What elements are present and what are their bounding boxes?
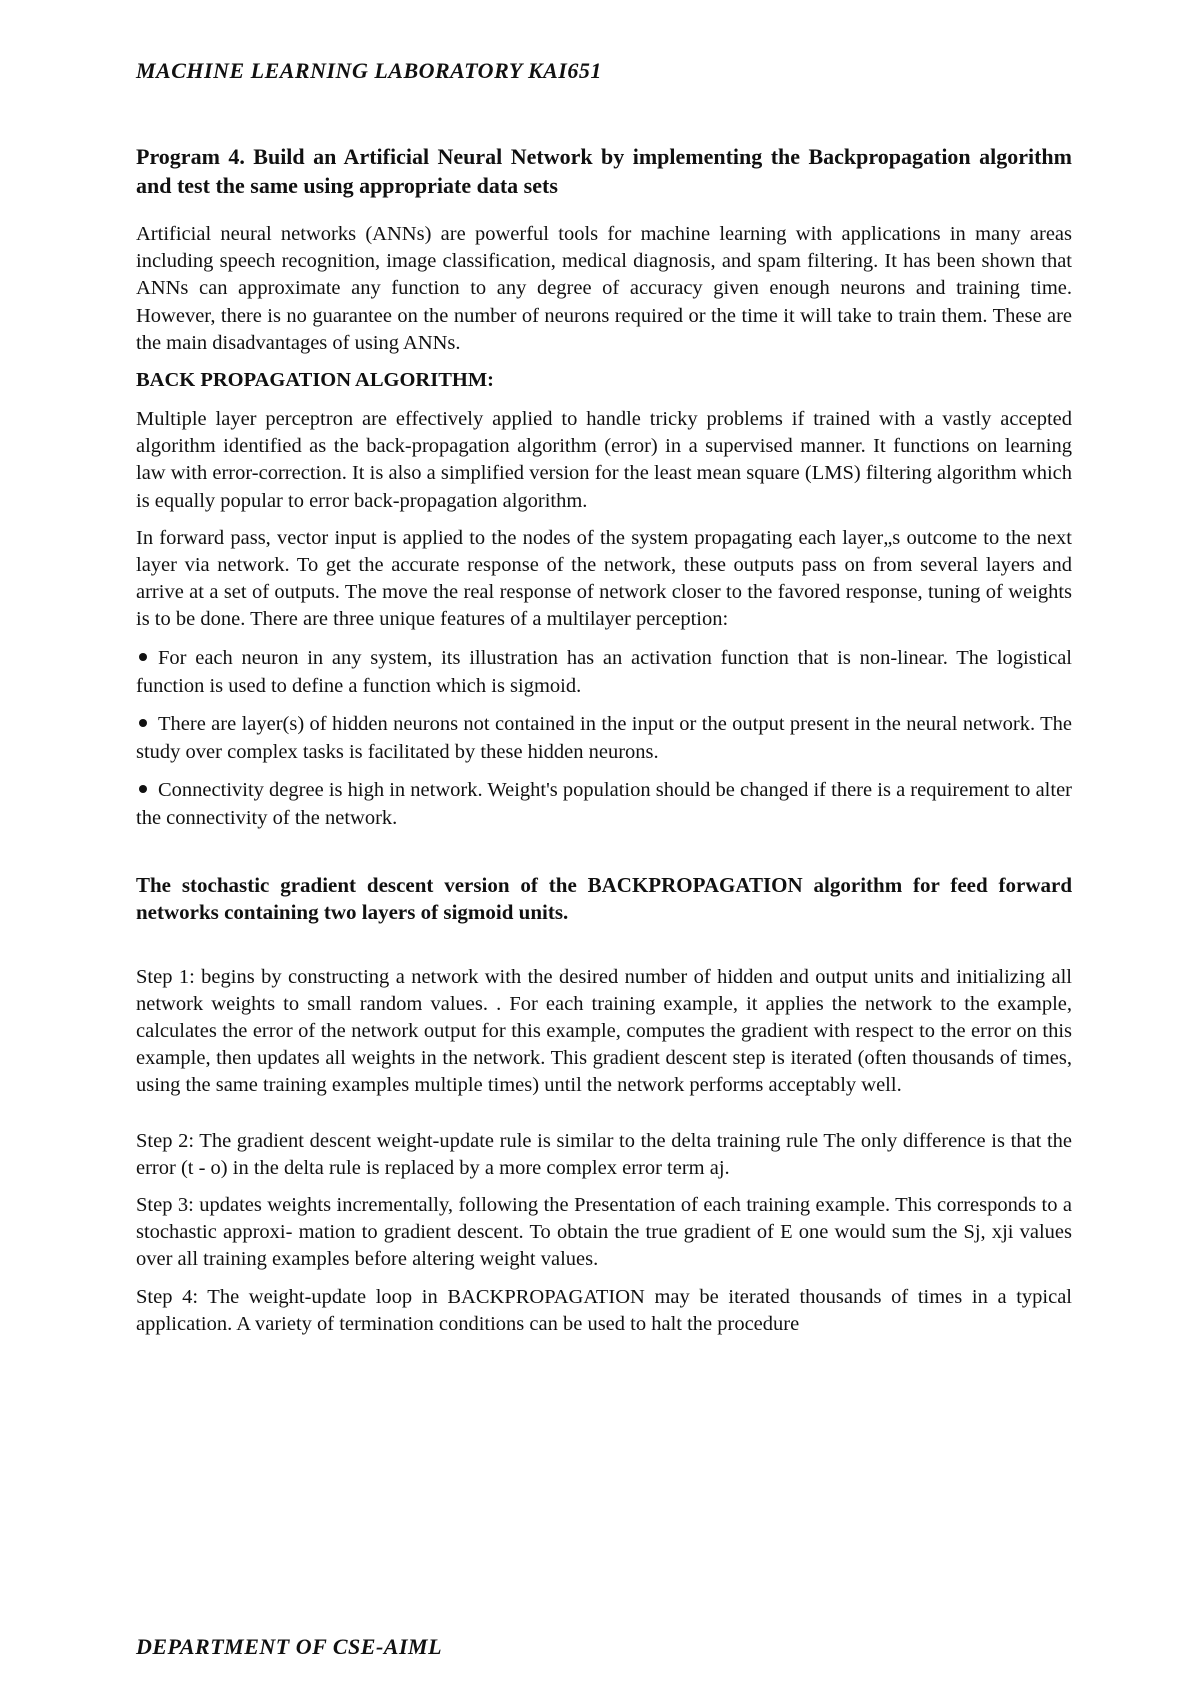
list-item-text: Connectivity degree is high in network. Weight's population should be changed if there is a requirement to alter the connectivity of the network.: [136, 778, 1072, 829]
page-header: MACHINE LEARNING LABORATORY KAI651: [136, 58, 602, 83]
section-heading: BACK PROPAGATION ALGORITHM:: [136, 369, 494, 392]
list-item: [136, 710, 1072, 766]
program-title: Program 4. Build an Artificial Neural Network by implementing the Backpropagation algorithm and test the same using appropriate data sets: [136, 144, 1072, 198]
page-content: [136, 142, 1072, 1348]
list-item: [136, 644, 1072, 700]
bullet-icon: [139, 785, 147, 793]
intro-paragraph: Artificial neural networks (ANNs) are powerful tools for machine learning with applications in many areas including speech recognition, image classification, medical diagnosis, and spam filtering. It has been shown that ANNs can approximate any function to any degree of accuracy given enough neurons and training time. However, there is no guarantee on the number of neurons required or the time it will take to train them. These are the main disadvantages of using ANNs.: [136, 223, 1072, 354]
step-1: Step 1: begins by constructing a network with the desired number of hidden and output units and initializing all network weights to small random values. . For each training example, it applies the network to the example, calculates the error of the network output for this example, computes the gradient with respect to the error on this example, then updates all weights in the network. This gradient descent step is iterated (often thousands of times, using the same training examples multiple times) until the network performs acceptably well.: [136, 965, 1072, 1097]
features-list: [136, 644, 1072, 832]
bullet-icon: [139, 719, 147, 727]
algorithm-subtitle: The stochastic gradient descent version of the BACKPROPAGATION algorithm for feed forward networks containing two layers of sigmoid units.: [136, 872, 1072, 924]
bullet-icon: [139, 653, 147, 661]
list-item-text: For each neuron in any system, its illustration has an activation function that is non-linear. The logistical function is used to define a function which is sigmoid.: [136, 646, 1072, 697]
paragraph-forward-pass: In forward pass, vector input is applied to the nodes of the system propagating each layer„s outcome to the next layer via network. To get the accurate response of the network, these outputs pass on from several layers and arrive at a set of outputs. The move the real response of network closer to the favored response, tuning of weights is to be done. There are three unique features of a multilayer perception:: [136, 526, 1072, 631]
step-2: Step 2: The gradient descent weight-update rule is similar to the delta training rule The only difference is that the error (t - o) in the delta rule is replaced by a more complex error term aj.: [136, 1129, 1072, 1179]
page-footer: DEPARTMENT OF CSE-AIML: [136, 1634, 443, 1659]
list-item-text: There are layer(s) of hidden neurons not contained in the input or the output present in the neural network. The study over complex tasks is facilitated by these hidden neurons.: [136, 712, 1072, 763]
list-item: [136, 776, 1072, 832]
step-4: Step 4: The weight-update loop in BACKPROPAGATION may be iterated thousands of times in a typical application. A variety of termination conditions can be used to halt the procedure: [136, 1285, 1072, 1335]
step-3: Step 3: updates weights incrementally, following the Presentation of each training example. This corresponds to a stochastic approxi- mation to gradient descent. To obtain the true gradient of E one would sum the Sj, xji values over all training examples before altering weight values.: [136, 1194, 1072, 1271]
paragraph-mlp: Multiple layer perceptron are effectively applied to handle tricky problems if trained with a vastly accepted algorithm identified as the back-propagation algorithm (error) in a supervised manner. It functions on learning law with error-correction. It is also a simplified version for the least mean square (LMS) filtering algorithm which is equally popular to error back-propagation algorithm.: [136, 408, 1072, 512]
